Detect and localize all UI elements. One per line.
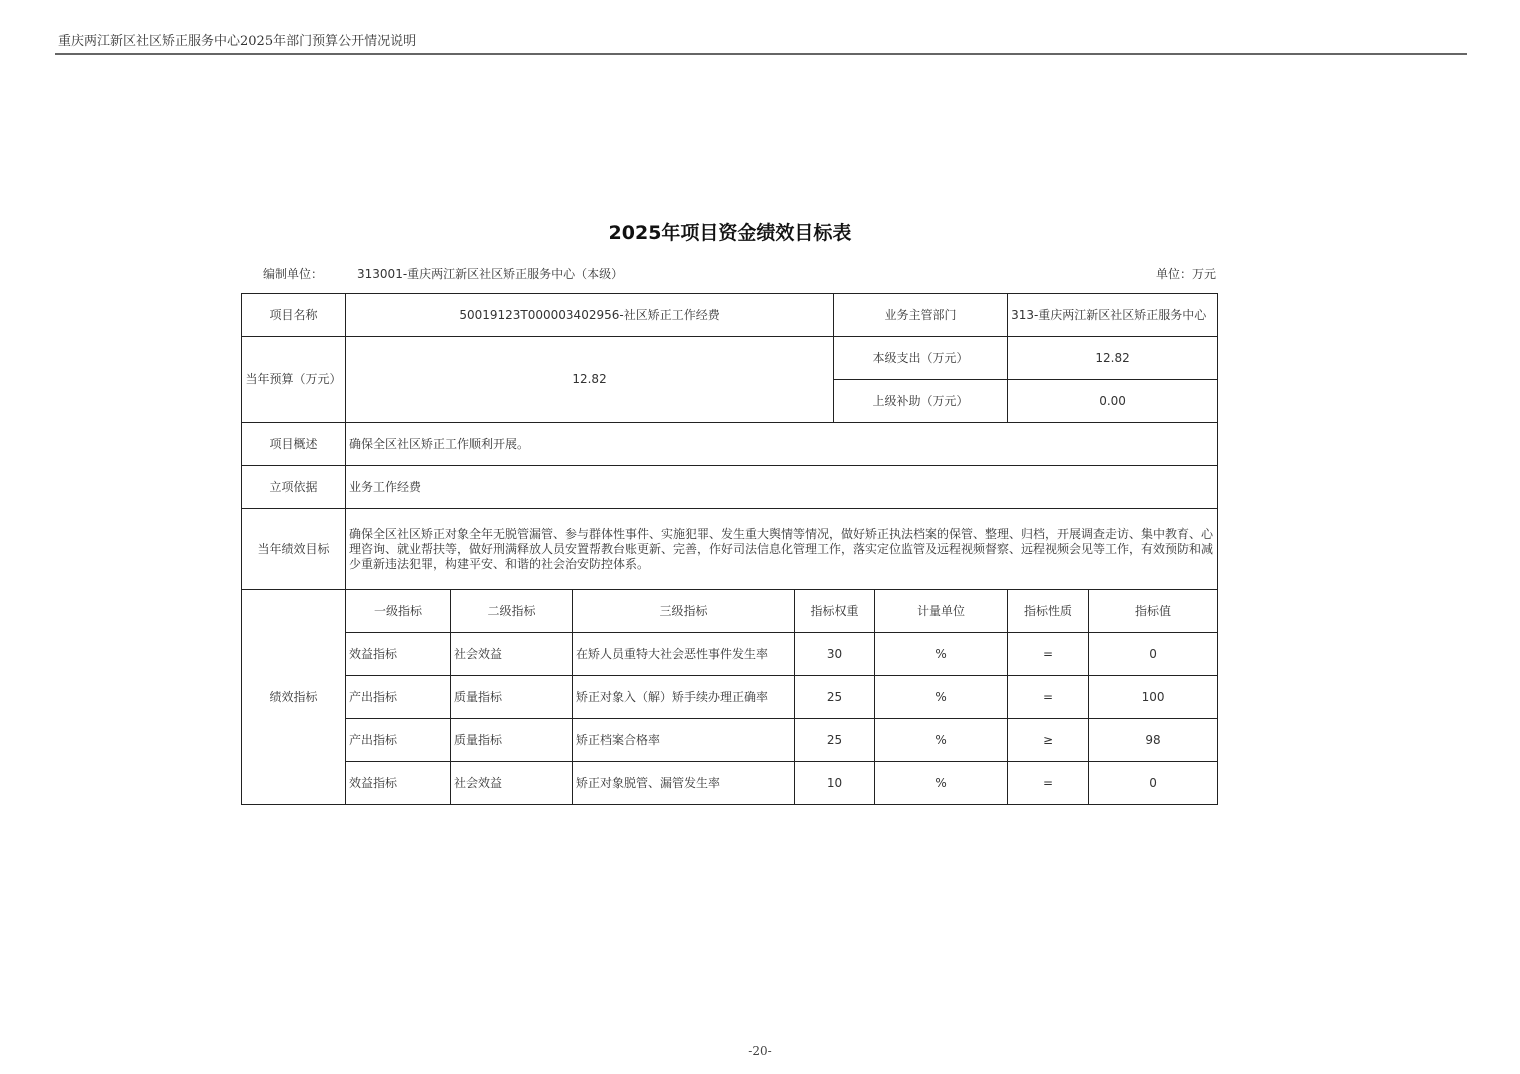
table-row bbox=[242, 719, 1218, 762]
own-expense-label: 本级支出（万元） bbox=[834, 337, 1008, 380]
nature-cell: = bbox=[1008, 633, 1089, 676]
column-header: 一级指标 bbox=[346, 590, 451, 633]
overview-value: 确保全区社区矫正工作顺利开展。 bbox=[346, 423, 1218, 466]
budget-label: 当年预算（万元） bbox=[242, 337, 346, 423]
nature-cell: = bbox=[1008, 762, 1089, 805]
level3-cell: 在矫人员重特大社会恶性事件发生率 bbox=[573, 633, 795, 676]
basis-label: 立项依据 bbox=[242, 466, 346, 509]
indicators-label: 绩效指标 bbox=[242, 590, 346, 805]
unit-cell: % bbox=[875, 762, 1008, 805]
column-header: 二级指标 bbox=[451, 590, 573, 633]
basis-value: 业务工作经费 bbox=[346, 466, 1218, 509]
level1-cell: 效益指标 bbox=[346, 633, 451, 676]
annual-goal-value: 确保全区社区矫正对象全年无脱管漏管、参与群体性事件、实施犯罪、发生重大舆情等情况，做好矫正执法档案的保管、整理、归档，开展调查走访、集中教育、心理咨询、就业帮扶等，做好刑满释放人员安置帮教台账更新、完善，作好司法信息化管理工作，落实定位监管及远程视频督察、远程视频会见等工作，有效预防和减少重新违法犯罪，构建平安、和谐的社会治安防控体系。 bbox=[346, 509, 1218, 590]
unit-cell: % bbox=[875, 633, 1008, 676]
subsidy-value: 0.00 bbox=[1008, 380, 1218, 423]
value-cell: 0 bbox=[1089, 762, 1218, 805]
value-cell: 0 bbox=[1089, 633, 1218, 676]
level3-cell: 矫正对象脱管、漏管发生率 bbox=[573, 762, 795, 805]
table-row bbox=[242, 633, 1218, 676]
currency-unit: 单位：万元 bbox=[1155, 267, 1216, 281]
column-header: 三级指标 bbox=[573, 590, 795, 633]
level2-cell: 社会效益 bbox=[451, 633, 573, 676]
level3-cell: 矫正档案合格率 bbox=[573, 719, 795, 762]
dept-label: 业务主管部门 bbox=[834, 294, 1008, 337]
column-header: 指标权重 bbox=[795, 590, 875, 633]
level1-cell: 产出指标 bbox=[346, 676, 451, 719]
level1-cell: 效益指标 bbox=[346, 762, 451, 805]
page-number: -20- bbox=[748, 1044, 772, 1058]
weight-cell: 30 bbox=[795, 633, 875, 676]
performance-target-table bbox=[241, 293, 1218, 805]
nature-cell: = bbox=[1008, 676, 1089, 719]
preparing-unit-value: 313001-重庆两江新区社区矫正服务中心（本级） bbox=[357, 267, 624, 281]
subsidy-label: 上级补助（万元） bbox=[834, 380, 1008, 423]
unit-cell: % bbox=[875, 676, 1008, 719]
table-row bbox=[242, 676, 1218, 719]
project-name-value: 50019123T000003402956-社区矫正工作经费 bbox=[346, 294, 834, 337]
value-cell: 100 bbox=[1089, 676, 1218, 719]
nature-cell: ≥ bbox=[1008, 719, 1089, 762]
level2-cell: 质量指标 bbox=[451, 719, 573, 762]
unit-cell: % bbox=[875, 719, 1008, 762]
own-expense-value: 12.82 bbox=[1008, 337, 1218, 380]
level1-cell: 产出指标 bbox=[346, 719, 451, 762]
value-cell: 98 bbox=[1089, 719, 1218, 762]
overview-label: 项目概述 bbox=[242, 423, 346, 466]
column-header: 计量单位 bbox=[875, 590, 1008, 633]
table-row bbox=[242, 762, 1218, 805]
level3-cell: 矫正对象入（解）矫手续办理正确率 bbox=[573, 676, 795, 719]
weight-cell: 10 bbox=[795, 762, 875, 805]
preparing-unit bbox=[263, 265, 623, 282]
header-divider bbox=[55, 53, 1467, 55]
column-header: 指标性质 bbox=[1008, 590, 1089, 633]
column-header: 指标值 bbox=[1089, 590, 1218, 633]
level2-cell: 质量指标 bbox=[451, 676, 573, 719]
preparing-unit-label: 编制单位： bbox=[263, 267, 324, 281]
document-title: 2025年项目资金绩效目标表 bbox=[608, 222, 852, 244]
weight-cell: 25 bbox=[795, 719, 875, 762]
weight-cell: 25 bbox=[795, 676, 875, 719]
budget-value: 12.82 bbox=[346, 337, 834, 423]
project-name-label: 项目名称 bbox=[242, 294, 346, 337]
annual-goal-label: 当年绩效目标 bbox=[242, 509, 346, 590]
page-header: 重庆两江新区社区矫正服务中心2025年部门预算公开情况说明 bbox=[58, 34, 417, 49]
level2-cell: 社会效益 bbox=[451, 762, 573, 805]
dept-value: 313-重庆两江新区社区矫正服务中心 bbox=[1008, 294, 1218, 337]
